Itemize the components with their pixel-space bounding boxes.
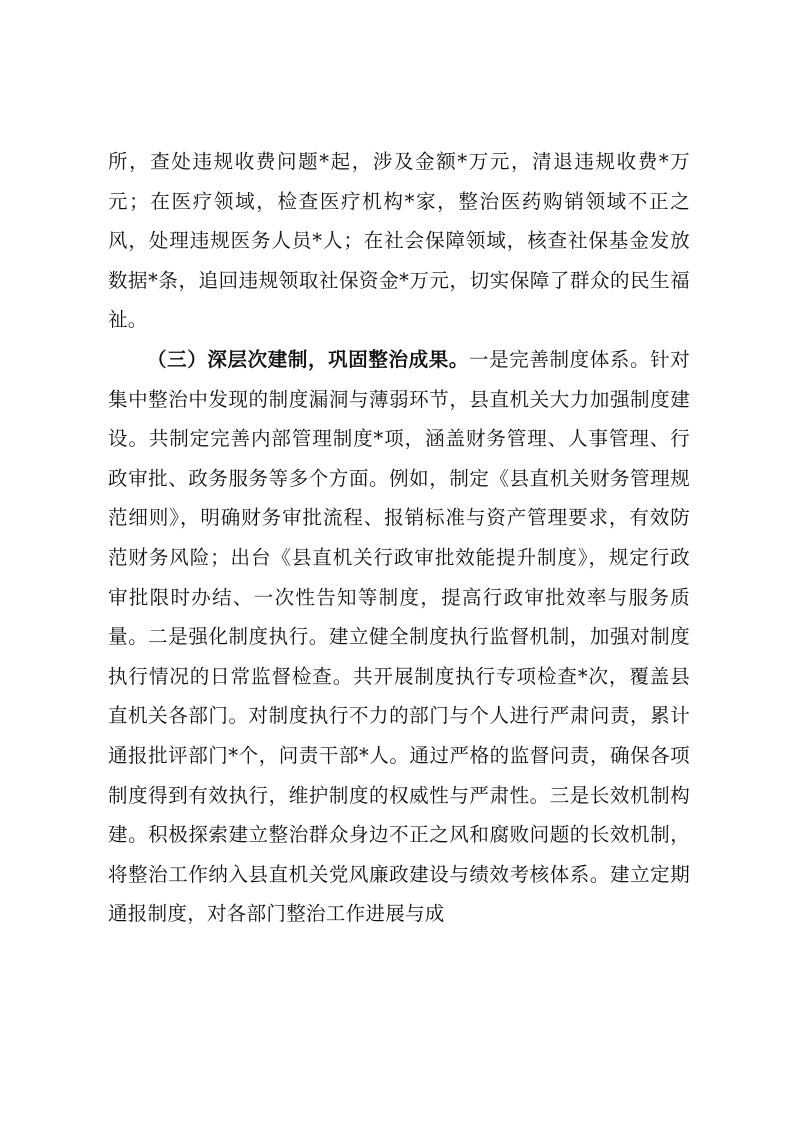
section-body: 一是完善制度体系。针对集中整治中发现的制度漏洞与薄弱环节，县直机关大力加强制度建设。共制定完善内部管理制度*项，涵盖财务管理、人事管理、行政审批、政务服务等多个方面。例如，制定《县直机关财务管理规范细则》，明确财务审批流程、报销标准与资产管理要求，有效防范财务风险；出台《县直机关行政审批效能提升制度》，规定行政审批限时办结、一次性告知等制度，提高行政审批效率与服务质量。二是强化制度执行。建立健全制度执行监督机制，加强对制度执行情况的日常监督检查。共开展制度执行专项检查*次，覆盖县直机关各部门。对制度执行不力的部门与个人进行严肃问责，累计通报批评部门*个，问责干部*人。通过严格的监督问责，确保各项制度得到有效执行，维护制度的权威性与严肃性。三是长效机制构建。积极探索建立整治群众身边不正之风和腐败问题的长效机制，将整治工作纳入县直机关党风廉政建设与绩效考核体系。建立定期通报制度，对各部门整治工作进展与成 — [108, 347, 690, 926]
section-heading: （三）深层次建制，巩固整治成果。 — [147, 347, 469, 371]
paragraph-continuation: 所，查处违规收费问题*起，涉及金额*万元，清退违规收费*万元；在医疗领域，检查医疗机构*家，整治医药购销领域不正之风，处理违规医务人员*人；在社会保障领域，核查社保基金发放数据*条，追回违规领取社保资金*万元，切实保障了群众的民生福祉。 — [108, 150, 690, 332]
document-body — [108, 142, 690, 934]
paragraph-section-three — [108, 340, 690, 934]
